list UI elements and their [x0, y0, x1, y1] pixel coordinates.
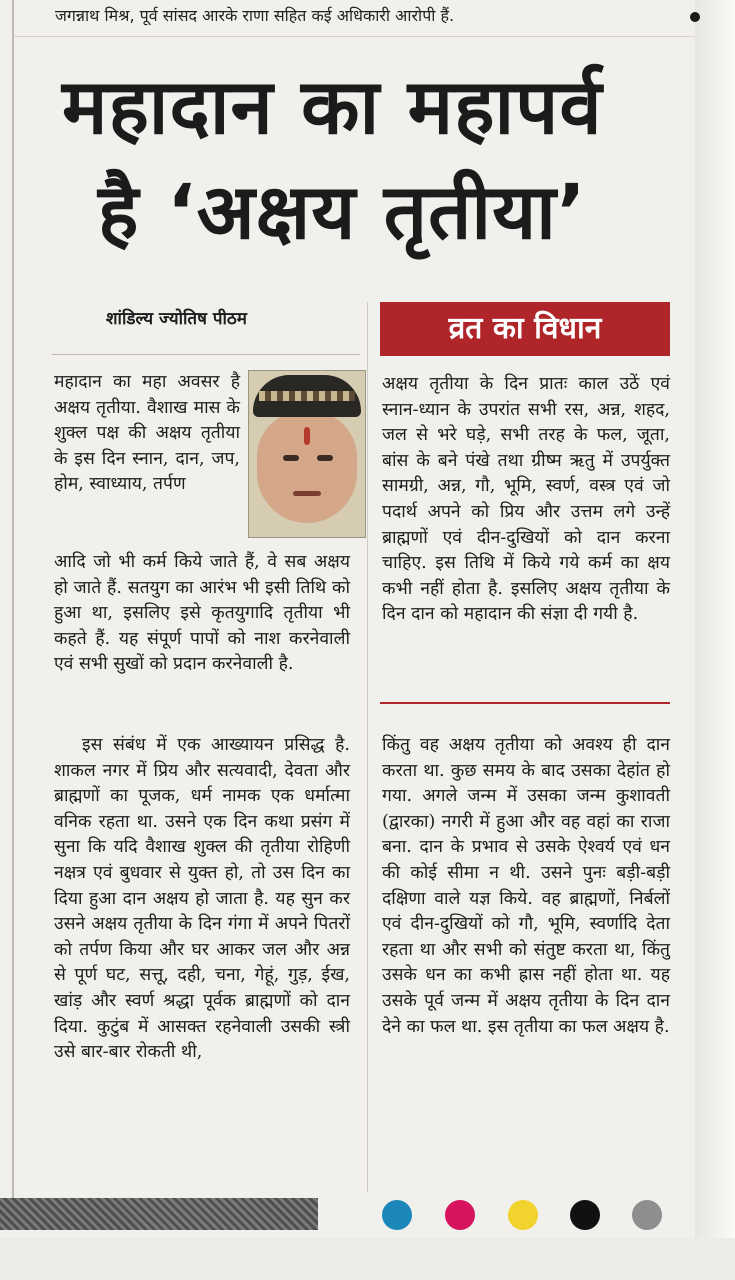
pin-dot: [690, 12, 700, 22]
subheading-box: व्रत का विधान: [380, 302, 670, 356]
print-pattern-strip: [0, 1198, 318, 1230]
top-divider: [14, 36, 695, 37]
author-photo: [248, 370, 366, 538]
registration-dot-gray: [632, 1200, 662, 1230]
intro-paragraph-wrap: महादान का महा अवसर है अक्षय तृतीया. वैशाख मास के शुक्ल पक्ष की अक्षय तृतीया के इस दिन स्नान, दान, जप, होम, स्वाध्याय, तर्पण: [54, 372, 240, 495]
vidhan-paragraph: अक्षय तृतीया के दिन प्रातः काल उठें एवं स्नान-ध्यान के उपरांत सभी रस, अन्न, शहद, जल से भरे घड़े, सभी तरह के फल, जूता, बांस के बने पंखे तथा ग्रीष्म ऋतु में उपर्युक्त सामग्री, अन्न, गौ, भूमि, स्वर्ण, वस्त्र एवं जो पदार्थ अपने को प्रिय और उत्तम लगे उन्हें ब्राह्मणों एवं दीन-दुखियों को दान करना चाहिए. इस तिथि में किये गये कर्म का क्षय कभी नहीं होता है. इसलिए अक्षय तृतीया के दिन दान को महादान की संज्ञा दी गयी है.: [382, 374, 670, 625]
registration-dot-black: [570, 1200, 600, 1230]
intro-paragraph-rest: आदि जो भी कर्म किये जाते हैं, वे सब अक्षय हो जाते हैं. सतयुग का आरंभ भी इसी तिथि को हुआ था, इसलिए इसे कृतयुगादि तृतीया भी कहते हैं. यह संपूर्ण पापों को नाश करनेवाली एवं सभी सुखों को प्रदान करनेवाली है.: [54, 552, 350, 675]
photo-eye-right: [317, 455, 333, 461]
registration-dot-yellow: [508, 1200, 538, 1230]
page-edge: [695, 0, 735, 1280]
page-bottom-margin: [0, 1238, 735, 1280]
headline-line-2: है ‘अक्षय तृतीया’: [98, 167, 587, 256]
story-continuation: किंतु वह अक्षय तृतीया को अवश्य ही दान करता था. कुछ समय के बाद उसका देहांत हो गया. अगले जन्म में उसका जन्म कुशावती (द्वारका) नगरी में हुआ और वह वहां का राजा बना. दान के प्रभाव से उसके ऐश्वर्य एवं धन की कोई सीमा न थी. उसने पुनः बड़ी-बड़ी दक्षिणा वाले यज्ञ किये. वह ब्राह्मणों, निर्बलों एवं दीन-दुखियों को गौ, भूमि, स्वर्णादि देता रहता था और सभी को संतुष्ट करता था, किंतु उसके धन का कभी ह्रास नहीं होता था. यह उसके पूर्व जन्म में अक्षय तृतीया के दिन दान देने का फल था. इस तृतीया का फल अक्षय है.: [382, 735, 670, 1037]
photo-mouth: [293, 491, 321, 496]
section-divider: [380, 702, 670, 704]
photo-cap-band: [259, 391, 355, 401]
registration-dot-magenta: [445, 1200, 475, 1230]
fold-line: [12, 0, 14, 1230]
registration-dot-cyan: [382, 1200, 412, 1230]
previous-article-line: जगन्नाथ मिश्र, पूर्व सांसद आरके राणा सहित कई अधिकारी आरोपी हैं.: [55, 6, 455, 25]
story-paragraph: इस संबंध में एक आख्यायन प्रसिद्ध है. शाकल नगर में प्रिय और सत्यवादी, देवता और ब्राह्मणों का पूजक, धर्म नामक एक धर्मात्मा वनिक रहता था. उसने एक दिन कथा प्रसंग में सुना कि यदि वैशाख शुक्ल की तृतीया रोहिणी नक्षत्र एवं बुधवार से युक्त हो, तो उस दिन का दिया हुआ दान अक्षय हो जाता है. यह सुन कर उसने अक्षय तृतीया के दिन गंगा में अपने पितरों को तर्पण किया और घर आकर जल और अन्न से पूर्ण घट, सत्तू, दही, चना, गेहूं, गुड़, ईख, खांड़ और स्वर्ण श्रद्धा पूर्वक ब्राह्मणों को दान दिया. कुटुंब में आसक्त रहनेवाली उसकी स्त्री उसे बार-बार रोकती थी,: [54, 735, 350, 1063]
byline: शांडिल्य ज्योतिष पीठम: [106, 309, 247, 329]
headline-line-1: महादान का महापर्व: [62, 62, 603, 151]
column-separator: [367, 302, 368, 1192]
photo-eye-left: [283, 455, 299, 461]
photo-tilak: [304, 427, 310, 445]
byline-rule: [52, 354, 360, 355]
